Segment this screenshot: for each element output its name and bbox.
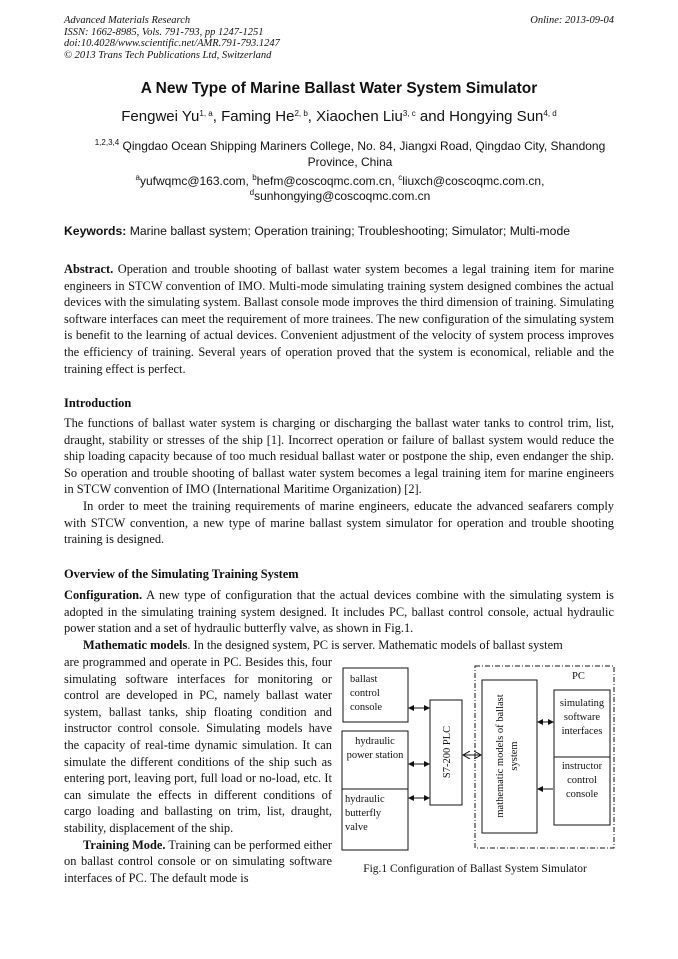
author-sup: 2, b bbox=[294, 109, 308, 118]
label: mathematic models of ballast bbox=[495, 694, 506, 818]
email: sunhongying@coscoqmc.com.cn bbox=[254, 189, 431, 203]
label: valve bbox=[345, 822, 368, 833]
keywords-label: Keywords: bbox=[64, 224, 127, 238]
online-date: Online: 2013-09-04 bbox=[530, 15, 614, 26]
label: control bbox=[567, 775, 597, 786]
math-text: . In the designed system, PC is server. Mathematic models of ballast system bbox=[187, 638, 563, 652]
email: yufwqmc@163.com, bbox=[139, 174, 253, 188]
label: console bbox=[350, 702, 383, 713]
email-sup: c bbox=[398, 173, 403, 182]
pc-label: PC bbox=[572, 671, 585, 682]
copyright: © 2013 Trans Tech Publications Ltd, Switzerland bbox=[64, 49, 272, 61]
abstract-text: Operation and trouble shooting of ballast water system becomes a legal training item for marine engineers in STCW convention of IMO. Multi-mode simulating training system designed combines the actual devices with the simulating system. Ballast console mode improves the third dimension of training. Simulating software interfaces can meet the requirement of more trainees. The new configuration of the simulating system is benefit to the learning of actual devices. Convenient adjustment of the velocity of system process improves the efficiency of training. Several years of operation proved that the system is economical, reliable and the training effect is perfect. bbox=[64, 262, 614, 376]
author: Faming He bbox=[221, 108, 295, 125]
figure-caption: Fig.1 Configuration of Ballast System Simulator bbox=[363, 863, 587, 875]
label: simulating bbox=[559, 698, 605, 709]
label: hydraulic bbox=[355, 736, 395, 747]
keywords-text: Marine ballast system; Operation training; Troubleshooting; Simulator; Multi-mode bbox=[126, 224, 571, 238]
doi: doi:10.4028/www.scientific.net/AMR.791-793.1247 bbox=[64, 38, 280, 49]
sep: and bbox=[415, 108, 450, 125]
label: console bbox=[565, 789, 599, 800]
label: ballast bbox=[350, 674, 378, 685]
label: instructor bbox=[561, 761, 603, 772]
affil-sup: 1,2,3,4 bbox=[94, 138, 120, 147]
email: liuxch@coscoqmc.com.cn, bbox=[402, 174, 545, 188]
paragraph: In order to meet the training requirements of marine engineers, educate the advanced seafarers comply with STCW convention, a new type of marine ballast system simulator for operation and trouble shooting training is designed. bbox=[64, 498, 614, 547]
paragraph: are programmed and operate in PC. Besides this, four simulating software interfaces for monitoring or control are developed in PC, namely ballast water system, ballast tanks, ship floating condition and instructor control console. Simulating models have the capacity of real-time dynamic simulation. It can simulate the different conditions of the ship such as entering port, leaving port, full load or no-load, etc. It can simulate the effects in different conditions of cargo loading and ballasting on trim, list, draught, stability, displacement of the ship. bbox=[64, 655, 332, 835]
training-label: Training Mode. bbox=[83, 837, 166, 852]
journal-name: Advanced Materials Research bbox=[64, 15, 191, 26]
section-heading-introduction: Introduction bbox=[64, 396, 132, 410]
paper-title: A New Type of Marine Ballast Water System Simulator bbox=[140, 80, 538, 97]
paragraph: The functions of ballast water system is charging or discharging the ballast water tanks to control trim, list, draught, stability or stresses of the ship [1]. Incorrect operation or failure of ballast system would reduce the ship loading capacity because of too much residual ballast water or postpone the ship, even endanger the ship. So operation and trouble shooting of ballast water system becomes a legal training item for marine engineers in STCW convention of IMO (International Maritime Organization) [2]. bbox=[64, 416, 614, 497]
math-label: Mathematic models bbox=[83, 638, 188, 652]
label: interfaces bbox=[561, 726, 603, 737]
author-sup: 4, d bbox=[543, 109, 557, 118]
email-sup: a bbox=[135, 173, 140, 182]
author-sup: 3, c bbox=[402, 109, 416, 118]
config-label: Configuration. bbox=[64, 588, 143, 602]
label: butterfly bbox=[345, 808, 382, 819]
label: control bbox=[350, 688, 380, 699]
config-text: A new type of configuration that the actual devices combine with the simulating system is adopted in the simulating training system designed. It includes PC, ballast control console, actual hydraulic power station and a set of hydraulic butterfly valve, as shown in Fig.1. bbox=[64, 588, 614, 636]
email: hefm@coscoqmc.com.cn, bbox=[256, 174, 399, 188]
author: Fengwei Yu bbox=[121, 108, 200, 125]
label: software bbox=[563, 712, 601, 723]
sep: , bbox=[307, 108, 317, 125]
affil-text: Qingdao Ocean Shipping Mariners College, No. 84, Jiangxi Road, Qingdao City, Shandong Province, China bbox=[122, 139, 606, 169]
training-text: Training can be performed either on ballast control console or on simulating software interfaces of PC. The default mode is bbox=[64, 837, 332, 885]
label: system bbox=[509, 741, 520, 771]
abstract-label: Abstract. bbox=[64, 262, 114, 276]
section-heading-overview: Overview of the Simulating Training System bbox=[64, 567, 299, 581]
issn: ISSN: 1662-8985, Vols. 791-793, pp 1247-1251 bbox=[64, 26, 264, 38]
plc-label: S7-200 PLC bbox=[442, 725, 453, 779]
label: hydraulic bbox=[345, 794, 385, 805]
email-sup: b bbox=[252, 173, 257, 182]
author: Xiaochen Liu bbox=[316, 108, 403, 125]
label: power station bbox=[346, 750, 404, 761]
email-sup: d bbox=[249, 188, 255, 197]
sep: , bbox=[212, 108, 222, 125]
author: Hongying Sun bbox=[449, 108, 544, 125]
author-sup: 1, a bbox=[199, 109, 213, 118]
